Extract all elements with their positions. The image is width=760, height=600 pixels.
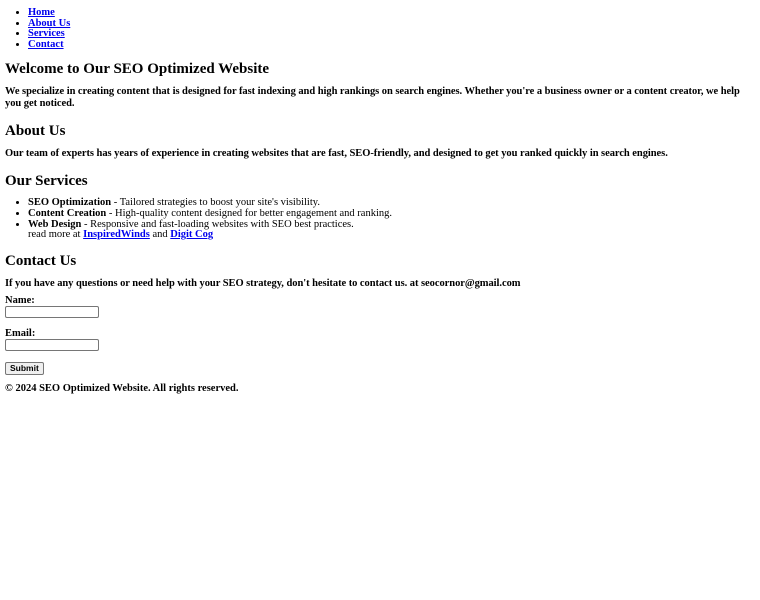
main-nav: [5, 8, 755, 50]
email-label: Email:: [5, 327, 36, 339]
service-name: Content Creation: [28, 207, 107, 219]
service-name: SEO Optimization: [28, 197, 112, 209]
nav-item-contact: [28, 40, 755, 51]
service-desc: - Tailored strategies to boost your site's visibility.: [111, 197, 320, 209]
digitcog-link[interactable]: Digit Cog: [170, 229, 214, 241]
nav-item-services: [28, 29, 755, 40]
contact-form: [5, 295, 755, 375]
contact-heading: Contact Us: [5, 252, 77, 269]
email-field[interactable]: [5, 339, 99, 351]
service-desc: - Responsive and fast-loading websites with SEO best practices.: [81, 218, 354, 230]
page: [5, 8, 755, 395]
name-label: Name:: [5, 294, 35, 306]
nav-link-services[interactable]: Services: [28, 28, 65, 40]
nav-link-about[interactable]: About Us: [28, 17, 71, 29]
about-heading: About Us: [5, 123, 66, 140]
service-item: [28, 220, 755, 241]
nav-link-contact[interactable]: Contact: [28, 38, 64, 50]
services-heading: Our Services: [5, 173, 88, 190]
service-name: Web Design: [28, 218, 82, 230]
footer-copyright: © 2024 SEO Optimized Website. All rights reserved.: [5, 382, 239, 394]
readmore-prefix: read more at: [28, 229, 84, 241]
submit-button[interactable]: Submit: [5, 362, 44, 375]
nav-item-home: [28, 8, 755, 19]
service-desc: - High-quality content designed for better engagement and ranking.: [106, 207, 393, 219]
about-text: Our team of experts has years of experience in creating websites that are fast, SEO-friendly, and designed to get you ranked quickly in search engines.: [5, 148, 668, 160]
welcome-text: We specialize in creating content that is designed for fast indexing and high rankings on search engines. Whether you're a business owner or a content creator, we help you get noticed.: [5, 86, 740, 110]
inspiredwinds-link[interactable]: InspiredWinds: [83, 229, 150, 241]
services-list: [5, 198, 755, 240]
readmore-and: and: [149, 229, 171, 241]
nav-link-home[interactable]: Home: [28, 7, 55, 18]
nav-item-about: [28, 19, 755, 30]
contact-text: If you have any questions or need help with your SEO strategy, don't hesitate to contact us. at seocornor@gmail.com: [5, 277, 521, 289]
page-title: Welcome to Our SEO Optimized Website: [5, 61, 270, 78]
name-field[interactable]: [5, 306, 99, 318]
field-spacer: [5, 318, 755, 328]
